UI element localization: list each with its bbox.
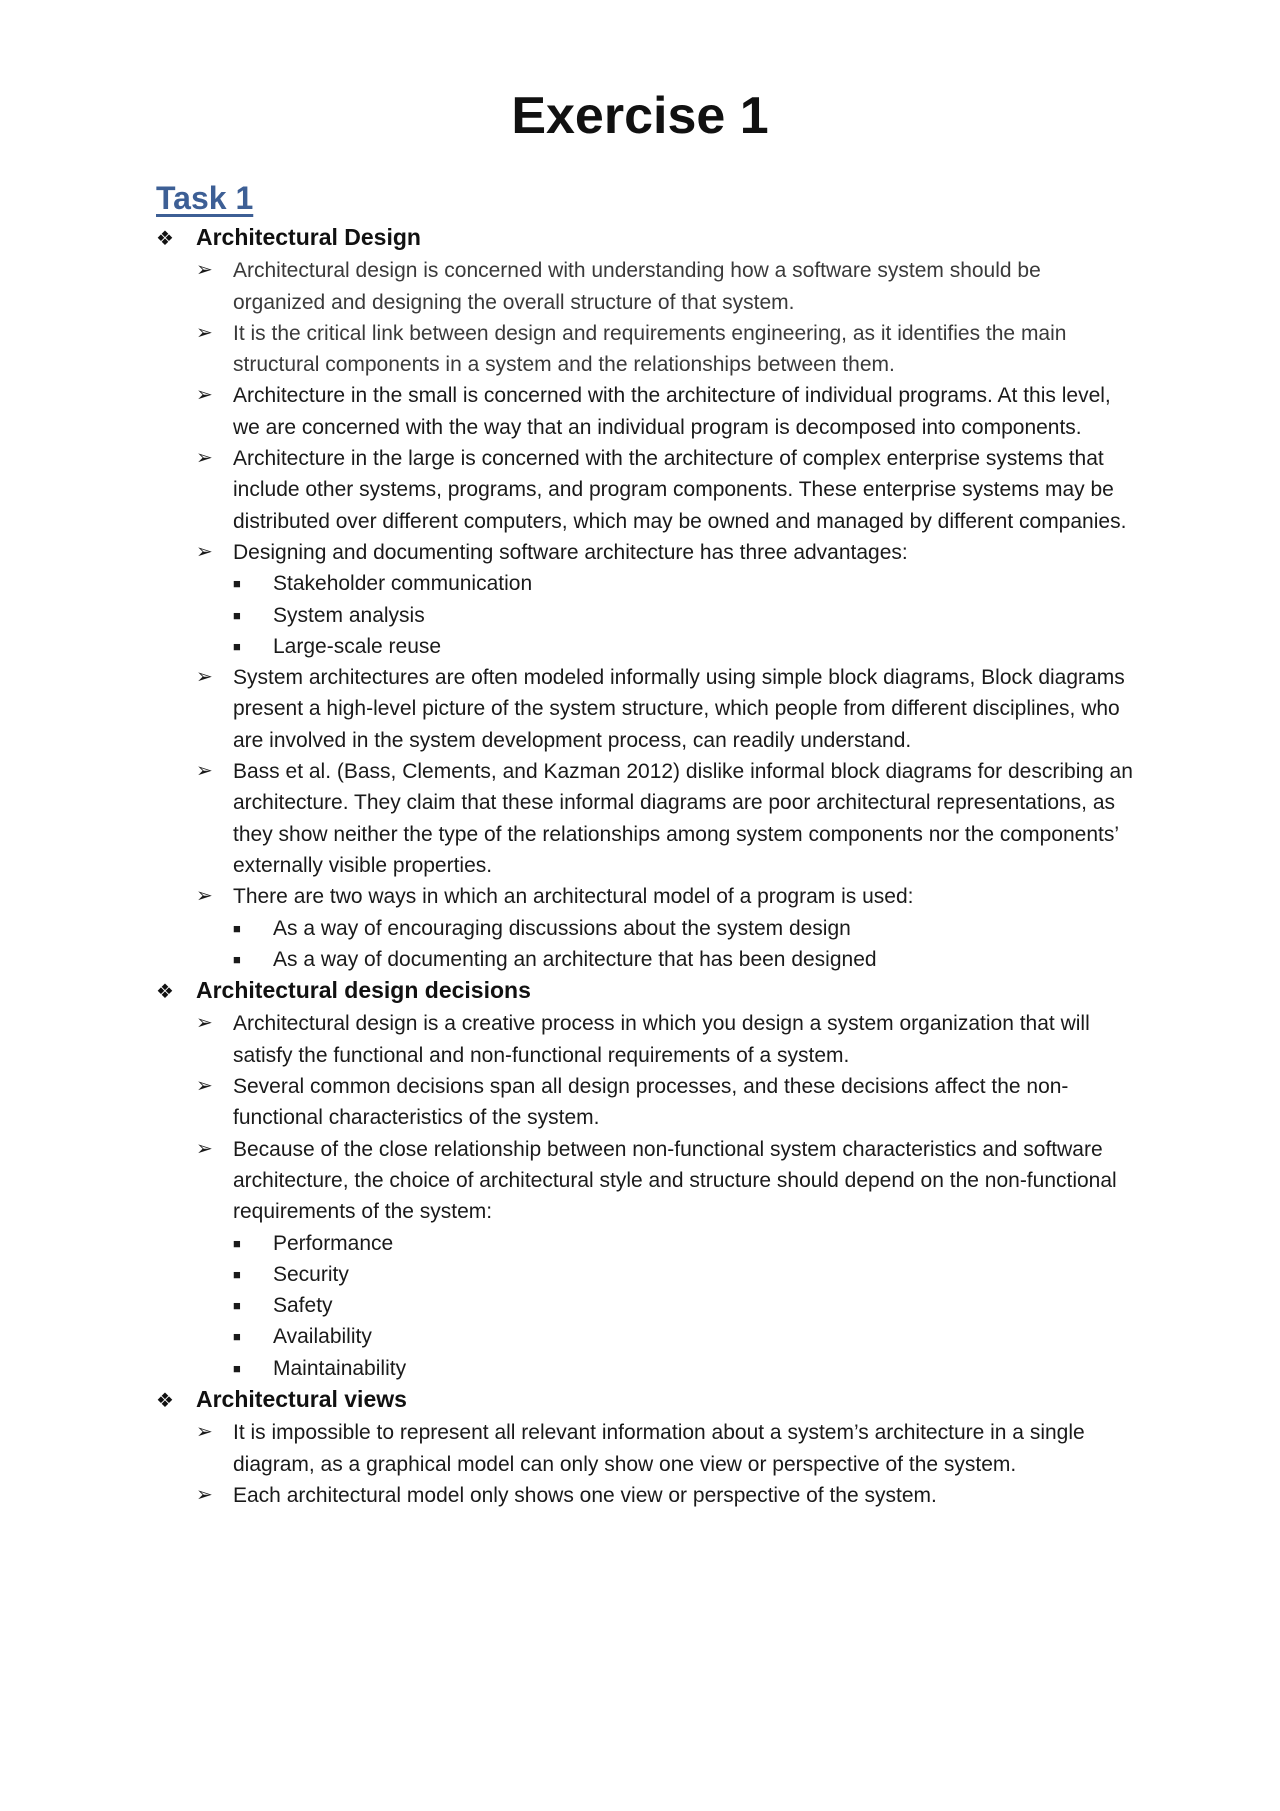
square-bullet-icon: ■ bbox=[233, 1235, 241, 1251]
section-heading-text: Architectural Design bbox=[196, 224, 421, 250]
square-bullet-icon: ■ bbox=[233, 576, 241, 592]
square-bullet-icon: ■ bbox=[233, 1298, 241, 1314]
diamond-bullet-icon: ❖ bbox=[156, 228, 174, 250]
list-item-text: Each architectural model only shows one view or perspective of the system. bbox=[233, 1483, 937, 1507]
arrow-bullet-icon: ➢ bbox=[196, 259, 213, 282]
list-item bbox=[196, 443, 1136, 537]
list-item bbox=[196, 1008, 1136, 1071]
sub-list-item bbox=[233, 1228, 1136, 1259]
list-item bbox=[196, 1417, 1136, 1480]
sub-list-item-text: Large-scale reuse bbox=[273, 634, 442, 658]
sub-list-item bbox=[233, 568, 1136, 599]
arrow-bullet-icon: ➢ bbox=[196, 384, 213, 407]
list-item-text: There are two ways in which an architectural model of a program is used: bbox=[233, 885, 914, 909]
list-item-text: Architecture in the small is concerned with the architecture of individual programs. At this level, we are concerned with the way that an individual program is decomposed into components. bbox=[233, 384, 1111, 439]
square-bullet-icon: ■ bbox=[233, 1360, 241, 1376]
list-item bbox=[196, 1480, 1136, 1511]
list-item-text: Designing and documenting software architecture has three advantages: bbox=[233, 540, 908, 564]
diamond-bullet-icon: ❖ bbox=[156, 981, 174, 1004]
square-bullet-icon: ■ bbox=[233, 920, 241, 936]
section-heading bbox=[156, 975, 1136, 1008]
section-heading bbox=[156, 222, 1136, 255]
arrow-bullet-icon: ➢ bbox=[196, 540, 213, 563]
arrow-bullet-icon: ➢ bbox=[196, 885, 213, 908]
list-item bbox=[196, 537, 1136, 568]
document-content bbox=[156, 222, 1136, 1511]
arrow-bullet-icon: ➢ bbox=[196, 447, 213, 470]
list-item bbox=[196, 1071, 1136, 1134]
list-item-text: Architecture in the large is concerned with the architecture of complex enterprise systems that include other systems, programs, and program components. These enterprise systems may be distributed over different computers, which may be owned and managed by different companies. bbox=[233, 447, 1127, 533]
section-heading-text: Architectural design decisions bbox=[196, 977, 531, 1004]
list-item bbox=[196, 1134, 1136, 1228]
list-item bbox=[196, 318, 1136, 381]
square-bullet-icon: ■ bbox=[233, 1329, 241, 1345]
arrow-bullet-icon: ➢ bbox=[196, 666, 213, 689]
sub-list-item-text: Availability bbox=[273, 1325, 372, 1349]
sub-list-item bbox=[233, 631, 1136, 662]
section-heading bbox=[156, 1384, 1136, 1417]
section-heading-text: Architectural views bbox=[196, 1385, 407, 1412]
sub-list-item bbox=[233, 600, 1136, 631]
list-item-text: Architectural design is a creative process in which you design a system organization that will satisfy the functional and non-functional requirements of a system. bbox=[233, 1012, 1090, 1067]
square-bullet-icon: ■ bbox=[233, 951, 241, 967]
list-item-text: It is the critical link between design and requirements engineering, as it identifies the main structural components in a system and the relationships between them. bbox=[233, 321, 1067, 377]
arrow-bullet-icon: ➢ bbox=[196, 1483, 213, 1506]
list-item-text: Several common decisions span all design processes, and these decisions affect the non-functional characteristics of the system. bbox=[233, 1075, 1069, 1130]
sub-list-item bbox=[233, 1259, 1136, 1290]
list-item bbox=[196, 756, 1136, 881]
list-item-text: System architectures are often modeled informally using simple block diagrams, Block diagrams present a high-level picture of the system structure, which people from different disciplines, who are involved in the system development process, can readily understand. bbox=[233, 666, 1125, 752]
sub-list-item bbox=[233, 1353, 1136, 1384]
list-item bbox=[196, 662, 1136, 756]
list-item-text: Because of the close relationship between non-functional system characteristics and software architecture, the choice of architectural style and structure should depend on the non-functional requirements of the system: bbox=[233, 1137, 1117, 1224]
sub-list-item bbox=[233, 944, 1136, 975]
sub-list-item-text: Stakeholder communication bbox=[273, 572, 533, 596]
square-bullet-icon: ■ bbox=[233, 1266, 241, 1282]
arrow-bullet-icon: ➢ bbox=[196, 1421, 213, 1444]
list-item bbox=[196, 255, 1136, 318]
diamond-bullet-icon: ❖ bbox=[156, 1389, 174, 1412]
list-item bbox=[196, 380, 1136, 443]
sub-list-item-text: Security bbox=[273, 1262, 349, 1286]
sub-list-item-text: Maintainability bbox=[273, 1356, 407, 1380]
sub-list-item-text: As a way of encouraging discussions about the system design bbox=[273, 916, 851, 940]
list-item-text: Architectural design is concerned with understanding how a software system should be organized and designing the overall structure of that system. bbox=[233, 259, 1041, 314]
arrow-bullet-icon: ➢ bbox=[196, 760, 213, 783]
sub-list-item-text: Safety bbox=[273, 1294, 333, 1318]
list-item-text: Bass et al. (Bass, Clements, and Kazman 2012) dislike informal block diagrams for describing an architecture. They claim that these informal diagrams are poor architectural representations, as they show neither the type of the relationships among system components nor the components’ externally visible properties. bbox=[233, 760, 1133, 877]
square-bullet-icon: ■ bbox=[233, 607, 241, 623]
sub-list-item-text: System analysis bbox=[273, 603, 425, 627]
sub-list-item bbox=[233, 1290, 1136, 1321]
arrow-bullet-icon: ➢ bbox=[196, 1075, 213, 1098]
sub-list-item-text: Performance bbox=[273, 1231, 394, 1255]
sub-list-item bbox=[233, 1321, 1136, 1352]
task-heading: Task 1 bbox=[156, 180, 254, 216]
arrow-bullet-icon: ➢ bbox=[196, 1137, 213, 1160]
arrow-bullet-icon: ➢ bbox=[196, 1012, 213, 1035]
document-title: Exercise 1 bbox=[511, 87, 769, 145]
sub-list-item bbox=[233, 913, 1136, 944]
list-item bbox=[196, 881, 1136, 912]
list-item-text: It is impossible to represent all relevant information about a system’s architecture in a single diagram, as a graphical model can only show one view or perspective of the system. bbox=[233, 1421, 1085, 1476]
sub-list-item-text: As a way of documenting an architecture that has been designed bbox=[273, 947, 877, 971]
square-bullet-icon: ■ bbox=[233, 638, 241, 654]
arrow-bullet-icon: ➢ bbox=[196, 321, 213, 344]
